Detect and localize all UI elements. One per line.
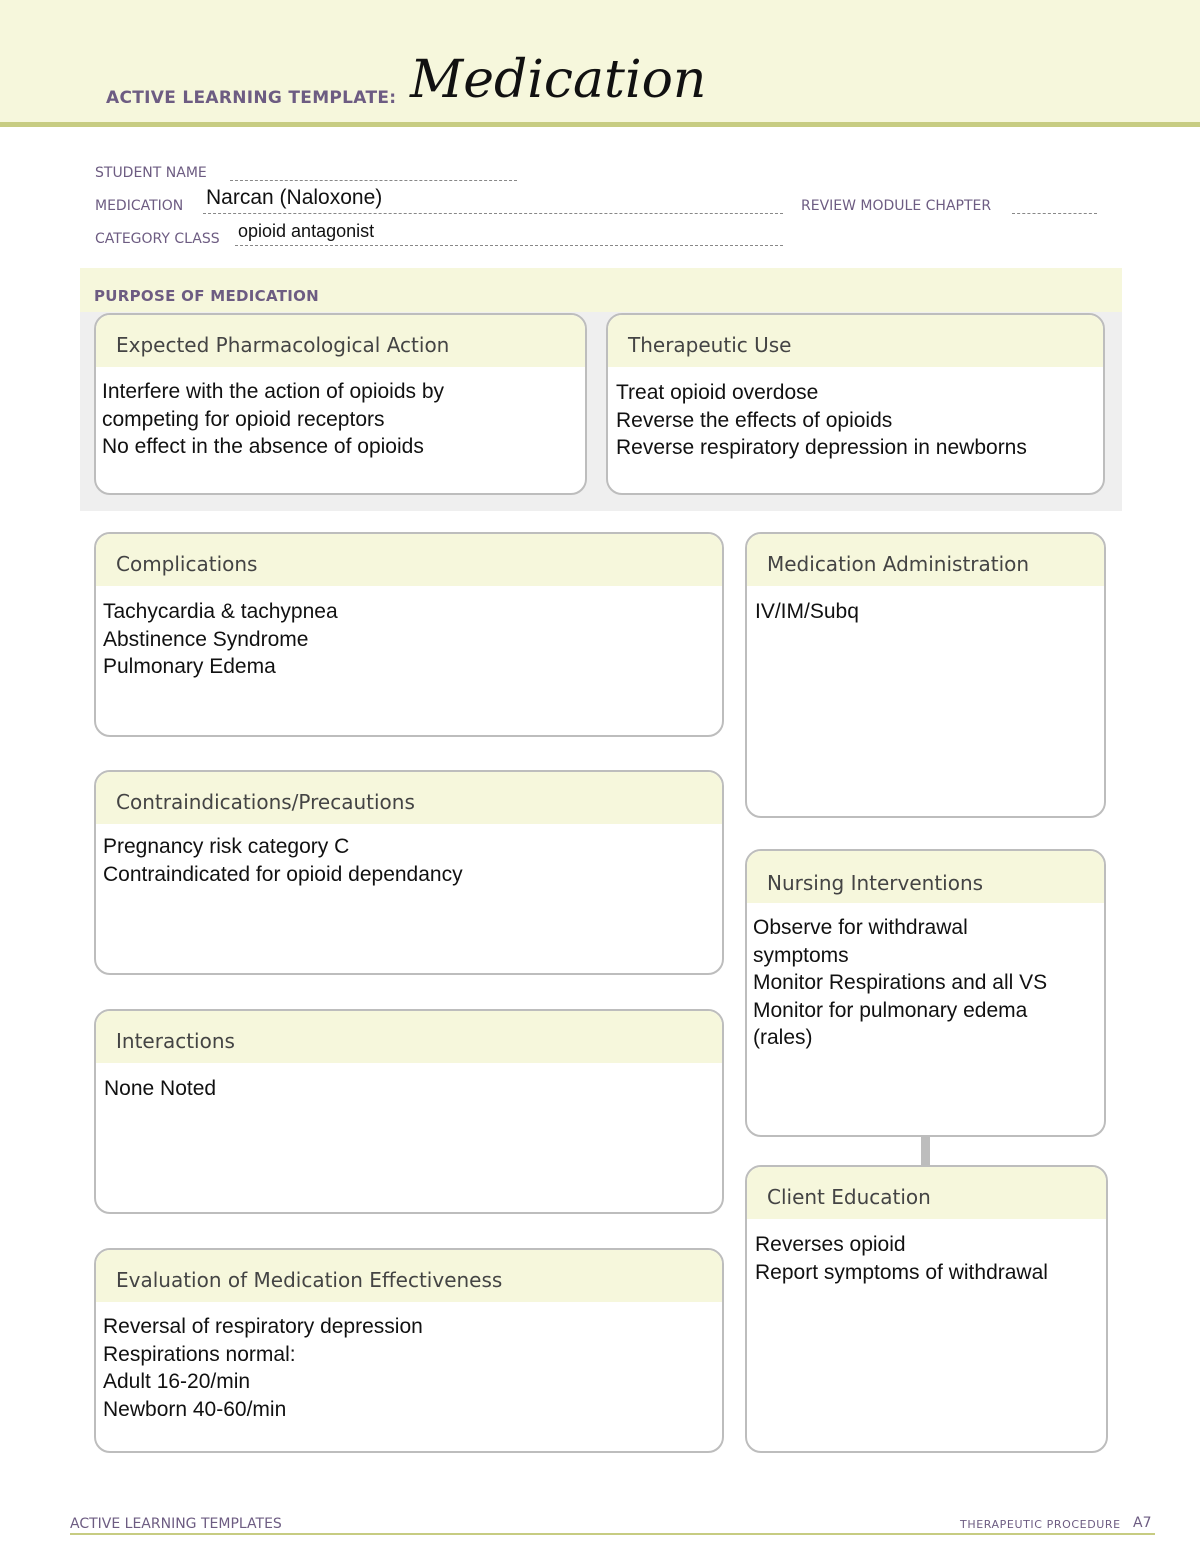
contraindications-box — [94, 770, 724, 975]
complications-box — [94, 532, 724, 737]
content-line: Interfere with the action of opioids by — [102, 380, 445, 403]
content-line: Abstinence Syndrome — [103, 627, 309, 651]
nursing-interventions-content[interactable] — [747, 903, 1104, 1052]
content-line: Contraindicated for opioid dependancy — [103, 862, 463, 886]
template-label: ACTIVE LEARNING TEMPLATE: — [106, 88, 397, 108]
contraindications-content[interactable] — [96, 824, 722, 888]
interactions-box — [94, 1009, 724, 1214]
student-name-label: STUDENT NAME — [95, 165, 207, 181]
footer-right-label: THERAPEUTIC PROCEDURE — [960, 1518, 1121, 1531]
content-line: competing for opioid receptors — [102, 407, 385, 431]
therapeutic-use-box — [606, 313, 1105, 495]
box-title: Client Education — [747, 1167, 1106, 1219]
category-class-label: CATEGORY CLASS — [95, 231, 220, 247]
medication-line — [203, 213, 783, 214]
content-line: Newborn 40-60/min — [103, 1397, 287, 1421]
content-line: Tachycardia & tachypnea — [103, 600, 338, 623]
purpose-label: PURPOSE OF MEDICATION — [94, 287, 320, 305]
content-line: Monitor Respirations and all VS — [753, 971, 1048, 994]
header-rule — [0, 122, 1200, 127]
box-title: Nursing Interventions — [747, 851, 1104, 903]
interactions-content[interactable] — [96, 1063, 722, 1103]
review-module-line — [1012, 213, 1097, 214]
client-education-box — [745, 1165, 1108, 1453]
content-line: Treat opioid overdose — [616, 381, 819, 404]
content-line: Reverse the effects of opioids — [616, 408, 893, 432]
box-title: Medication Administration — [747, 534, 1104, 586]
content-line: No effect in the absence of opioids — [102, 435, 424, 458]
connector-bar — [921, 1136, 930, 1166]
content-line: Adult 16-20/min — [103, 1370, 251, 1393]
complications-content[interactable] — [96, 586, 722, 681]
box-title: Contraindications/Precautions — [96, 772, 722, 824]
content-line: Reverse respiratory depression in newborns — [616, 436, 1027, 459]
category-class-field[interactable]: opioid antagonist — [238, 221, 375, 241]
content-line: Reverses opioid — [755, 1233, 906, 1256]
therapeutic-use-content[interactable] — [608, 367, 1103, 462]
medication-administration-content[interactable] — [747, 586, 1104, 626]
footer-rule — [70, 1533, 1155, 1535]
content-line: Monitor for pulmonary edema — [753, 998, 1028, 1022]
client-education-content[interactable] — [747, 1219, 1106, 1286]
page-number: A7 — [1133, 1515, 1152, 1531]
medication-administration-box — [745, 532, 1106, 818]
medication-field[interactable]: Narcan (Naloxone) — [206, 186, 383, 209]
expected-action-box — [94, 313, 587, 495]
content-line: Observe for withdrawal — [753, 916, 968, 939]
expected-action-content[interactable] — [96, 367, 585, 461]
content-line: Reversal of respiratory depression — [103, 1315, 423, 1338]
evaluation-box — [94, 1248, 724, 1453]
evaluation-content[interactable] — [96, 1302, 722, 1423]
student-name-line — [230, 180, 517, 181]
box-title: Interactions — [96, 1011, 722, 1063]
box-title: Therapeutic Use — [608, 315, 1103, 367]
content-line: Respirations normal: — [103, 1342, 296, 1366]
review-module-label: REVIEW MODULE CHAPTER — [801, 198, 992, 214]
content-line: IV/IM/Subq — [755, 600, 859, 623]
footer-left-label: ACTIVE LEARNING TEMPLATES — [70, 1516, 282, 1532]
content-line: Report symptoms of withdrawal — [755, 1260, 1048, 1284]
content-line: (rales) — [753, 1026, 813, 1049]
medication-label: MEDICATION — [95, 198, 184, 214]
page-title: Medication — [410, 50, 707, 110]
category-class-line — [235, 245, 783, 246]
nursing-interventions-box — [745, 849, 1106, 1137]
box-title: Expected Pharmacological Action — [96, 315, 585, 367]
box-title: Complications — [96, 534, 722, 586]
box-title: Evaluation of Medication Effectiveness — [96, 1250, 722, 1302]
content-line: symptoms — [753, 943, 849, 967]
content-line: None Noted — [104, 1077, 217, 1100]
content-line: Pregnancy risk category C — [103, 835, 350, 858]
content-line: Pulmonary Edema — [103, 655, 276, 678]
